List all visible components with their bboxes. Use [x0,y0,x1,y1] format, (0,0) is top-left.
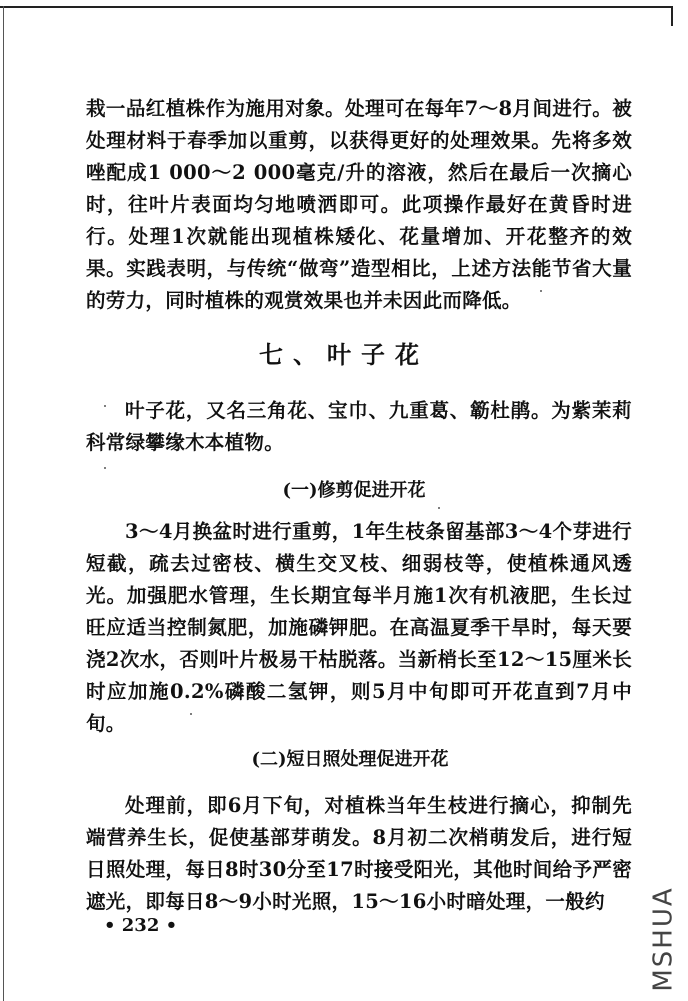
scan-speck [104,405,106,407]
section-title: 七、叶子花 [259,340,429,369]
scan-speck [190,713,192,715]
watermark-text: MSHUA [649,886,679,992]
page-border-top [0,6,673,8]
paragraph-short-day: 处理前，即6月下旬，对植株当年生枝进行摘心，抑制先端营养生长，促使基部芽萌发。8月初二次梢萌发后，进行短日照处理，每日8时30分至17时接受阳光，其他时间给予严密遮光，即每日8～9小时光照，15～16小时暗处理，一般约 [86,794,632,913]
paragraph-bougainvillea-intro: 叶子花，又名三角花、宝巾、九重葛、簕杜鹃。为紫茉莉科常绿攀缘木本植物。 [86,399,632,454]
paragraph-pruning: 3～4月换盆时进行重剪，1年生枝条留基部3～4个芽进行短截，疏去过密枝、横生交叉枝、细弱枝等，使植株通风透光。加强肥水管理，生长期宜每半月施1次有机液肥，生长过旺应适当控制氮肥，加施磷钾肥。在高温夏季干旱时，每天要浇2次水，否则叶片极易干枯脱落。当新梢长至12～15厘米长时应加施0.2%磷酸二氢钾，则5月中旬即可开花直到7月中旬。 [86,520,632,735]
paragraph-poinsettia-treatment: 栽一品红植株作为施用对象。处理可在每年7～8月间进行。被处理材料于春季加以重剪，以获得更好的处理效果。先将多效唑配成1 000～2 000毫克/升的溶液，然后在最后一次摘心时，往叶片表面均匀地喷洒即可。此项操作最好在黄昏时进行。处理1次就能出现植株矮化、花量增加、开花整齐的效果。实践表明，与传统“做弯”造型相比，上述方法能节省大量的劳力，同时植株的观赏效果也并未因此而降低。 [86,97,632,312]
page-border-left [3,6,4,1001]
scan-speck [540,290,542,292]
watermark [644,884,684,994]
subheading-short-day: (二)短日照处理促进开花 [251,749,449,770]
scan-speck [438,507,440,509]
subheading-pruning: (一)修剪促进开花 [282,480,426,501]
scan-speck [104,467,106,469]
page-number: • 232 • [104,915,178,936]
page-border-corner [671,6,673,26]
